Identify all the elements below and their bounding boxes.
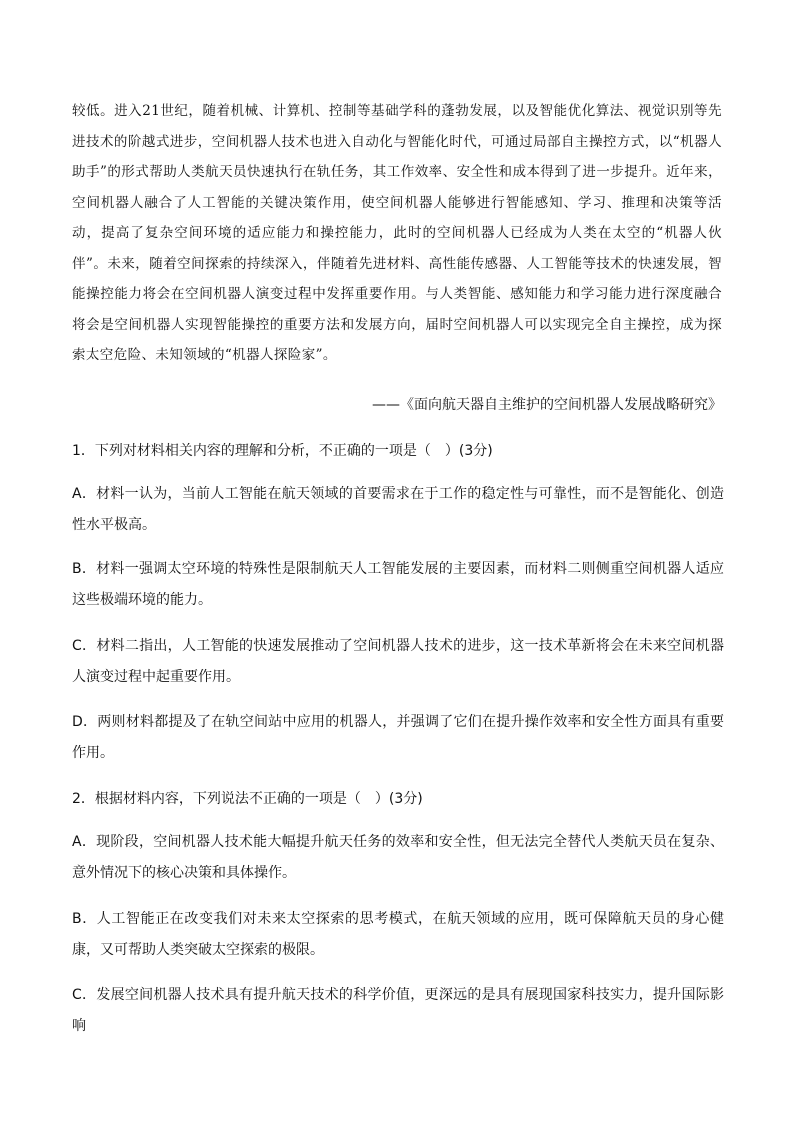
question-2-option-b: B．人工智能正在改变我们对未来太空探索的思考模式，在航天领域的应用，既可保障航天员的身心健康，又可帮助人类突破太空探索的极限。 [72,911,724,958]
question-2-option-a: A．现阶段，空间机器人技术能大幅提升航天任务的效率和安全性，但无法完全替代人类航天员在复杂、意外情况下的核心决策和具体操作。 [72,834,724,881]
question-1-stem: 1．下列对材料相关内容的理解和分析，不正确的一项是（ ）(3分) [72,443,493,459]
reading-passage: 较低。进入21世纪，随着机械、计算机、控制等基础学科的蓬勃发展，以及智能优化算法、视觉识别等先进技术的阶越式进步，空间机器人技术也进入自动化与智能化时代，可通过局部自主操控方式，以“机器人助手”的形式帮助人类航天员快速执行在轨任务，其工作效率、安全性和成本得到了进一步提升。近年来，空间机器人融合了人工智能的关键决策作用，使空间机器人能够进行智能感知、学习、推理和决策等活动，提高了复杂空间环境的适应能力和操控能力，此时的空间机器人已经成为人类在太空的“机器人伙伴”。未来，随着空间探索的持续深入，伴随着先进材料、高性能传感器、人工智能等技术的快速发展，智能操控能力将会在空间机器人演变过程中发挥重要作用。与人类智能、感知能力和学习能力进行深度融合将会是空间机器人实现智能操控的重要方法和发展方向，届时空间机器人可以实现完全自主操控，成为探索太空危险、未知领域的“机器人探险家”。 [72,103,722,363]
question-1-option-d: D．两则材料都提及了在轨空间站中应用的机器人，并强调了它们在提升操作效率和安全性方面具有重要作用。 [72,714,724,761]
question-1-option-b: B．材料一强调太空环境的特殊性是限制航天人工智能发展的主要因素，而材料二则侧重空间机器人适应这些极端环境的能力。 [72,561,724,608]
question-2-option-c: C．发展空间机器人技术具有提升航天技术的科学价值，更深远的是具有展现国家科技实力，提升国际影响 [72,987,724,1034]
question-1-option-a: A．材料一认为，当前人工智能在航天领域的首要需求在于工作的稳定性与可靠性，而不是智能化、创造性水平极高。 [72,486,724,533]
question-2-stem: 2．根据材料内容，下列说法不正确的一项是（ ）(3分) [72,791,423,807]
passage-source-citation: ——《面向航天器自主维护的空间机器人发展战略研究》 [372,397,722,413]
question-1-option-c: C．材料二指出，人工智能的快速发展推动了空间机器人技术的进步，这一技术革新将会在未来空间机器人演变过程中起重要作用。 [72,638,724,685]
